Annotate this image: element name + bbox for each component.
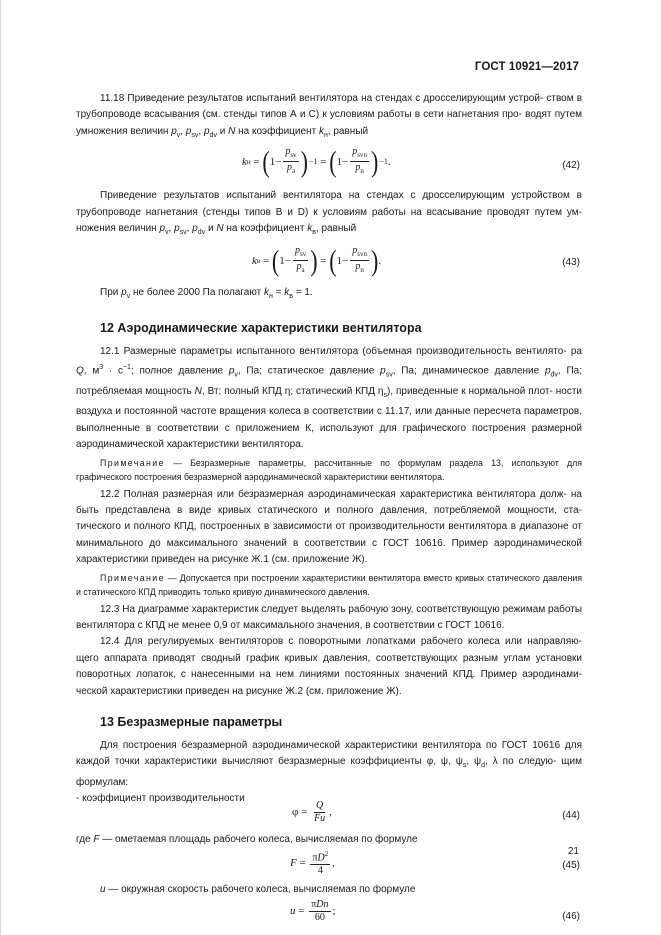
equation-number-42: (42) [562, 160, 580, 172]
page-number: 21 [567, 846, 579, 857]
paragraph-12-4: 12.4 Для регулируемых вентиляторов с поворотными лопатками рабочего колеса или направляю- щего аппарата приводят сводный график кривых давления, соответствующих разным углам установки поворотных лопаток, с нанесенными на нем линиями постоянных значений КПД. Пример аэродинами- ческой характеристики приведен на рисунке Ж.2 (см. приложение Ж). [76, 636, 582, 697]
paragraph-12-1: 12.1 Размерные параметры испытанного вентилятора (объемная производительность вентилято- ра Q, $м^3 \cdot с^{-1}$; полное давление $p_v$, Па; статическое давление $p_{sv}$, Па; динамическое давление $p_{dv}$, Па; потребляемая мощность N, Вт; полный КПД η; статический КПД $\eta_s$), приведенные к нормальной плот- ности воздуха и постоянной частоте вращения колеса в соответствии с 11.17, или данные пересчета параметров, выполненные в соответствии с приложением К, используют для графического построения размерной аэродинамической характеристики вентилятора. [76, 345, 583, 451]
section-13-title: 13 Безразмерные параметры [100, 715, 283, 730]
equation-number-44: (44) [562, 809, 580, 821]
where-F: где F — ометаемая площадь рабочего колеса, вычисляемая по формуле [76, 833, 418, 845]
equation-number-45: (45) [562, 860, 580, 872]
section-12-title: 12 Аэродинамические характеристики вентилятора [100, 320, 422, 335]
paragraph-bd-stands: Приведение результатов испытаний вентилятора на стендах с дросселирующим устройством в трубопроводе нагнетания (стенды типов В и D) к условиям работы на всасывание проводят путем ум- ножения величин $p_v$, $p_{sv}$, $p_{dv}$ и N на коэффициент $k_в$, равный [76, 190, 582, 237]
formula-44: φ = $\frac{Q}{Fu}$ , (44) [292, 799, 580, 824]
formula-43: k в = ( 1− $\frac{p_{sv}}{p_a}$ ) = ( 1− $\frac{p_{svn}}{p_n}$ ) . (43) [252, 243, 580, 278]
list-item-capacity-coefficient: - коэффициент производительности [76, 793, 245, 805]
note-dynamic-pressure: Примечание — Допускается при построении характеристики вентилятора вместо кривых статического давления и статического КПД приводить только кривую динамического давления. [76, 572, 583, 597]
paragraph-pressure-limit: При $p_v$ не более 2000 Па полагают $k_н = k_в = 1$. [100, 287, 313, 301]
formula-46: u = $\frac{\text{πDn}}{60}$ ; (46) [76, 899, 582, 933]
page-content [76, 91, 582, 933]
paragraph-12-3: 12.3 На диаграмме характеристик следует выделять рабочую зону, соответствующую режимам работы вентилятора с КПД не менее 0,9 от максимального значения, в соответствии с ГОСТ 10616. [76, 603, 583, 632]
equation-number-46: (46) [562, 910, 580, 922]
equation-number-43: (43) [562, 257, 580, 269]
note-dimensionless: Примечание — Безразмерные параметры, рассчитанные по формулам раздела 13, используют для графического построения безразмерной аэродинамической характеристики вентилятора. [76, 457, 582, 482]
paragraph-13-intro: Для построения безразмерной аэродинамической характеристики вентилятора по ГОСТ 10616 для каждой точки характеристики вычисляют безразмерные коэффициенты φ, ψ, $\psi_s$, $\psi_d$, λ по следую- щим формулам: [76, 740, 583, 788]
document-id: ГОСТ 10921—2017 [474, 61, 579, 73]
formula-45: F = $\frac{\pi D^2}{4}$ , (45) [290, 850, 580, 877]
where-u: u — окружная скорость рабочего колеса, вычисляемая по формуле [100, 884, 416, 896]
paragraph-12-2: 12.2 Полная размерная или безразмерная аэродинамическая характеристика вентилятора долж- на быть представлена в виде кривых статического и полного давления, потребляемой мощности, ста- тического и полного КПД, построенных в зависимости от производительности вентилятора в диапазоне от минимального до максимального значений в соответствии с ГОСТ 10616. Пример аэродинамической характеристики приведен на рисунке Ж.1 (см. приложение Ж). [76, 488, 582, 566]
formula-42: k н = ( 1− $\frac{p_{sv}}{p_a}$ ) −1 = ( 1− $\frac{p_{svn}}{p_n}$ ) −1 . (42) [242, 144, 580, 178]
paragraph-11-18: 11.18 Приведение результатов испытаний вентилятора на стендах с дросселирующим устрой- ством в трубопроводе всасывания (см. стенды типов А и С) к условиям работы в сети нагнетания про- водят путем умножения величин $p_v$, $p_{sv}$, $p_{dv}$ и N на коэффициент $k_н$, равный [76, 93, 583, 139]
